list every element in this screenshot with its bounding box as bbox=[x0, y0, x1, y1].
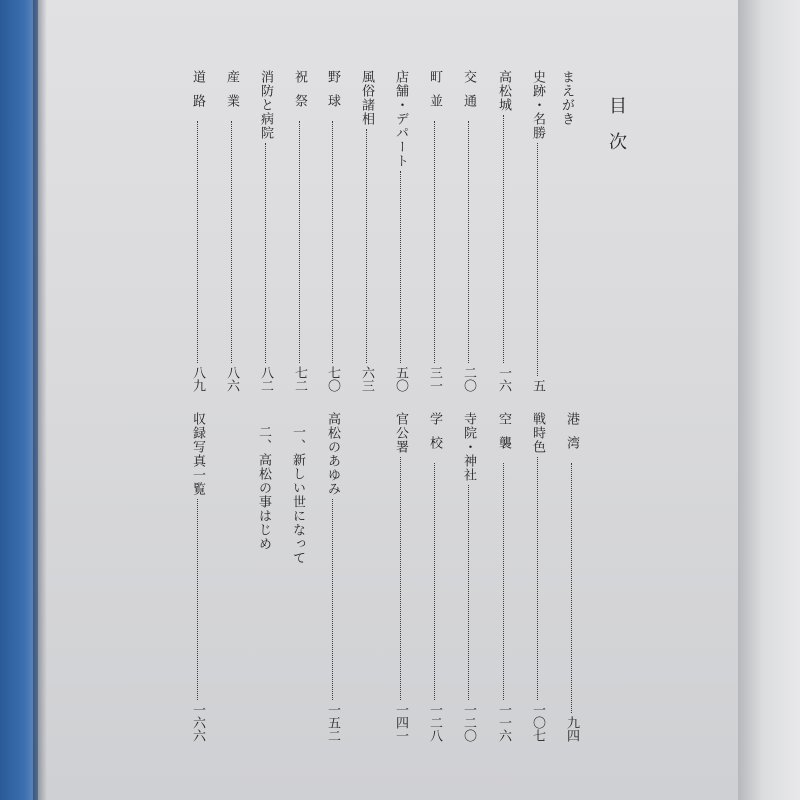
toc-leader-dots bbox=[366, 129, 367, 363]
toc-entry-government-offices[interactable] bbox=[389, 412, 411, 742]
toc-entry-label: 学校 bbox=[427, 412, 442, 460]
toc-entry-industry[interactable] bbox=[220, 70, 242, 392]
toc-entry-page: 二〇 bbox=[461, 366, 476, 392]
toc-page bbox=[38, 0, 738, 800]
toc-leader-dots bbox=[571, 463, 572, 713]
toc-leader-dots bbox=[434, 463, 435, 700]
toc-leader-dots bbox=[332, 499, 333, 700]
toc-entry-label: 祝祭 bbox=[292, 70, 307, 118]
toc-entry-page: 五〇 bbox=[393, 366, 408, 392]
toc-entry-foreword[interactable] bbox=[555, 70, 577, 125]
toc-entry-label: 収録写真一覧 bbox=[190, 412, 205, 496]
toc-entry-label: 二、高松の事はじめ bbox=[256, 425, 271, 551]
toc-entry-page: 一六 bbox=[496, 366, 511, 392]
toc-entry-label: 野球 bbox=[325, 70, 340, 118]
toc-leader-dots bbox=[299, 121, 300, 363]
toc-leader-dots bbox=[231, 121, 232, 363]
toc-entry-label: 官公署 bbox=[393, 412, 408, 454]
toc-entry-page: 一〇七 bbox=[530, 703, 545, 742]
toc-entry-customs[interactable] bbox=[355, 70, 377, 392]
toc-entry-takamatsu-history[interactable] bbox=[321, 412, 343, 742]
toc-entry-label: 高松のあゆみ bbox=[325, 412, 340, 496]
toc-entry-label: まえがき bbox=[559, 70, 574, 126]
toc-leader-dots bbox=[197, 499, 198, 700]
toc-entry-label: 交通 bbox=[461, 70, 476, 118]
toc-entry-page: 一一六 bbox=[496, 703, 511, 742]
toc-entry-page: 七二 bbox=[292, 366, 307, 392]
toc-entry-page: 一二八 bbox=[427, 703, 442, 742]
toc-entry-photo-list[interactable] bbox=[186, 412, 208, 742]
toc-entry-page: 八二 bbox=[258, 366, 273, 392]
toc-entry-label: 風俗諸相 bbox=[359, 70, 374, 126]
toc-entry-page: 一五二 bbox=[325, 703, 340, 742]
toc-entry-takamatsu-castle[interactable] bbox=[492, 70, 514, 392]
toc-entry-label: 一、新しい世になって bbox=[290, 425, 305, 565]
toc-leader-dots bbox=[537, 457, 538, 700]
toc-entry-page: 六三 bbox=[359, 366, 374, 392]
toc-entry-label: 戦時色 bbox=[530, 412, 545, 454]
toc-entry-page: 一二〇 bbox=[461, 703, 476, 742]
toc-entry-page: 九四 bbox=[564, 716, 579, 742]
toc-entry-label: 店舗・デパート bbox=[393, 70, 408, 168]
toc-entry-schools[interactable] bbox=[423, 412, 445, 742]
toc-entry-label: 寺院・神社 bbox=[461, 412, 476, 482]
toc-subentry-firsts[interactable] bbox=[252, 425, 274, 585]
toc-entry-stores-department[interactable] bbox=[389, 70, 411, 392]
toc-entry-festivals[interactable] bbox=[288, 70, 310, 392]
page-fore-edge bbox=[738, 0, 800, 800]
toc-entry-temples-shrines[interactable] bbox=[457, 412, 479, 742]
toc-leader-dots bbox=[400, 457, 401, 700]
toc-entry-page: 三一 bbox=[427, 366, 442, 392]
toc-title: 目次 bbox=[606, 96, 627, 168]
toc-leader-dots bbox=[197, 121, 198, 363]
toc-entry-roads[interactable] bbox=[186, 70, 208, 392]
toc-entry-page: 一四一 bbox=[393, 703, 408, 742]
toc-entry-label: 史跡・名勝 bbox=[530, 70, 545, 140]
toc-entry-air-raid[interactable] bbox=[492, 412, 514, 742]
toc-entry-traffic[interactable] bbox=[457, 70, 479, 392]
toc-entry-label: 空襲 bbox=[496, 412, 511, 460]
toc-entry-baseball[interactable] bbox=[321, 70, 343, 392]
toc-entry-label: 町並 bbox=[427, 70, 442, 118]
toc-entry-page: 五 bbox=[530, 379, 545, 392]
toc-leader-dots bbox=[400, 171, 401, 363]
toc-entry-page: 七〇 bbox=[325, 366, 340, 392]
toc-entry-label: 道路 bbox=[190, 70, 205, 118]
toc-leader-dots bbox=[434, 121, 435, 363]
toc-entry-historic-sites[interactable] bbox=[526, 70, 548, 392]
toc-entry-label: 消防と病院 bbox=[258, 70, 273, 140]
toc-leader-dots bbox=[468, 121, 469, 363]
toc-entry-label: 産業 bbox=[224, 70, 239, 118]
toc-subentry-new-era[interactable] bbox=[286, 425, 308, 585]
page-gutter-shadow bbox=[33, 0, 47, 800]
toc-leader-dots bbox=[503, 463, 504, 700]
toc-entry-wartime[interactable] bbox=[526, 412, 548, 742]
toc-leader-dots bbox=[468, 485, 469, 700]
toc-entry-page: 八九 bbox=[190, 366, 205, 392]
toc-entry-label: 高松城 bbox=[496, 70, 511, 112]
toc-entry-harbor[interactable] bbox=[560, 412, 582, 742]
toc-entry-page: 一六六 bbox=[190, 703, 205, 742]
toc-entry-page: 八六 bbox=[224, 366, 239, 392]
toc-leader-dots bbox=[265, 143, 266, 363]
toc-entry-fire-hospital[interactable] bbox=[254, 70, 276, 392]
toc-entry-townscape[interactable] bbox=[423, 70, 445, 392]
toc-leader-dots bbox=[503, 115, 504, 363]
toc-leader-dots bbox=[537, 143, 538, 376]
toc-leader-dots bbox=[332, 121, 333, 363]
toc-entry-label: 港湾 bbox=[564, 412, 579, 460]
